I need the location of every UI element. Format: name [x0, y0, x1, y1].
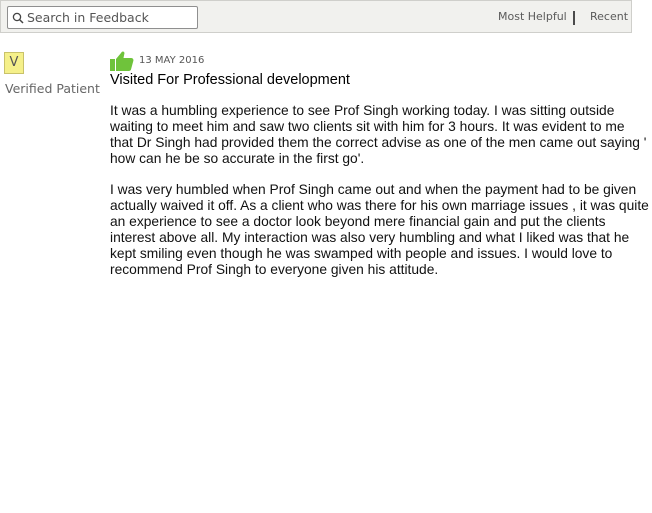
search-icon	[12, 12, 24, 24]
reviewer-label: Verified Patient	[5, 81, 100, 96]
search-input[interactable]	[27, 9, 193, 26]
feedback-toolbar	[0, 0, 632, 33]
search-box[interactable]	[7, 6, 198, 29]
sort-recent[interactable]: Recent	[590, 10, 629, 23]
review-paragraph: It was a humbling experience to see Prof Singh working today. I was sitting outside waiting to meet him and saw two clients sit with him for 3 hours. It was evident to me that Dr Singh had provided them the correct advise as one of the men came out saying ' how can he be so accurate in the first go'.	[110, 103, 647, 166]
avatar: V	[4, 52, 24, 74]
sort-most-helpful[interactable]: Most Helpful	[498, 10, 567, 23]
review-date: 13 MAY 2016	[139, 55, 205, 66]
review-paragraph: I was very humbled when Prof Singh came out and when the payment had to be given actually waived it off. As a client who was there for his own marriage issues , it was quite an experience to see a doctor look beyond mere financial gain and put the clients interest above all. My interaction was also very humbling and what I liked was that he kept smiling even though he was swamped with people and issues. I would love to recommend Prof Singh to everyone given his attitude.	[110, 182, 649, 277]
sort-separator	[573, 11, 575, 25]
visited-for: Visited For Professional development	[110, 72, 350, 88]
thumbs-up-icon	[110, 50, 134, 72]
